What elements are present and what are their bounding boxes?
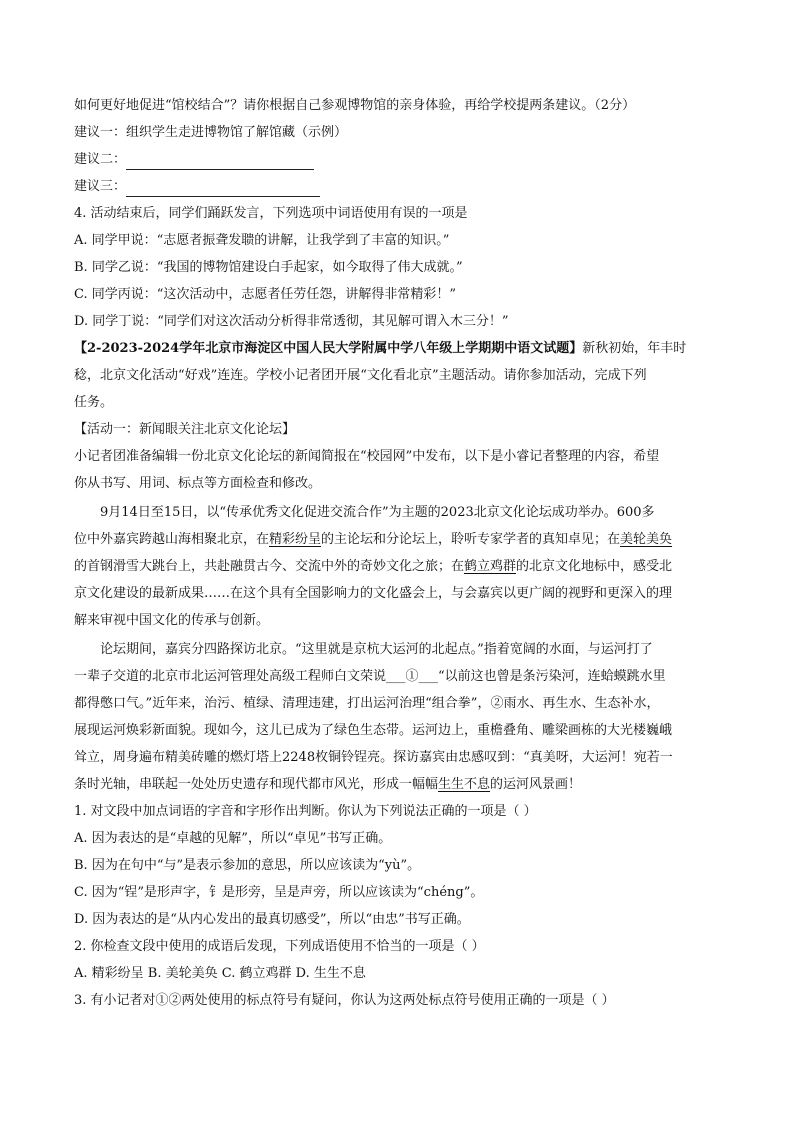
suggestion-2-label: 建议二：	[74, 152, 127, 167]
activity-1-desc-line2: 你从书写、用词、标点等方面检查和修改。	[74, 476, 322, 491]
question-4: 4. 活动结束后，同学们踊跃发言，下列选项中词语使用有误的一项是	[74, 206, 468, 221]
para2-line2-part-a: 一辈子交道的北京市北运河管理处高级工程师白文荣说	[74, 669, 387, 684]
underlined-idiom-3: 鹤立鸡群	[464, 559, 517, 574]
para2-line3: 都得憋口气。”近年来，治污、植绿、清理违建，打出运河治理“组合拳”，②雨水、再生水、生态补水，	[74, 696, 660, 711]
q1-option-d: D. 因为表达的是“从内心发出的最真切感受”，所以“由忠”书写正确。	[74, 912, 470, 927]
para2-line5: 耸立，周身遍布精美砖雕的燃灯塔上2248枚铜铃锃亮。探访嘉宾由忠感叹到：“真美呀，大运河！宛若一	[74, 750, 673, 765]
suggestion-3	[74, 177, 320, 197]
question-1: 1. 对文段中加点词语的字音和字形作出判断。你认为下列说法正确的一项是（ ）	[74, 804, 537, 819]
suggestion-2	[74, 150, 314, 170]
para1-line5: 解来审视中国文化的传承与创新。	[74, 613, 270, 628]
para1-line3	[74, 557, 672, 577]
para2-line2	[74, 667, 666, 687]
para2-line2-part-b: “以前这也曾是条污染河，连蛤蟆跳水里	[438, 669, 666, 684]
suggestion-1: 建议一：组织学生走进博物馆了解馆藏（示例）	[74, 125, 348, 140]
underlined-idiom-4: 生生不息	[438, 777, 491, 792]
q4-option-a: A. 同学甲说：“志愿者振聋发聩的讲解，让我学到了丰富的知识。”	[74, 233, 450, 248]
para1-line2	[74, 530, 672, 550]
q1-option-c: C. 因为“锃”是形声字，钅是形旁，呈是声旁，所以应该读为“chéng”。	[74, 885, 484, 900]
para2-line6-part-a: 条时光轴，串联起一处处历史遗存和现代都市风光，形成一幅幅	[74, 777, 439, 792]
para1-line2-part-a: 位中外嘉宾跨越山海相聚北京，在	[74, 532, 270, 547]
q1-option-b: B. 因为在句中“与”是表示参加的意思，所以应该读为“yù”。	[74, 858, 421, 873]
para1-line1: 9月14日至15日，以“传承优秀文化促进交流合作”为主题的2023北京文化论坛成功举办。600多	[100, 505, 655, 520]
para2-line1: 论坛期间，嘉宾分四路探访北京。“这里就是京杭大运河的北起点。”指着宽阔的水面，与运河打了	[100, 642, 653, 657]
q4-option-c: C. 同学丙说：“这次活动中，志愿者任劳任怨，讲解得非常精彩！”	[74, 287, 457, 302]
para1-line3-part-b: 的北京文化地标中，感受北	[516, 559, 673, 574]
para1-line2-part-b: 的主论坛和分论坛上，聆听专家学者的真知卓见；在	[321, 532, 621, 547]
activity-1-desc-line1: 小记者团准备编辑一份北京文化论坛的新闻简报在“校园网”中发布，以下是小睿记者整理的内容，希望	[74, 449, 660, 464]
source-title: 【2-2023-2024学年北京市海淀区中国人民大学附属中学八年级上学期期中语文试题】	[74, 341, 583, 356]
suggestion-3-label: 建议三：	[74, 179, 127, 194]
source-intro-line2: 稔，北京文化活动“好戏”连连。学校小记者团开展“文化看北京”主题活动。请你参加活动，完成下列	[74, 368, 647, 383]
underlined-idiom-1: 精彩纷呈	[269, 532, 322, 547]
source-intro-start: 新秋初始，年丰时	[582, 341, 687, 356]
question-intro: 如何更好地促进“馆校结合”？请你根据自己参观博物馆的亲身体验，再给学校提两条建议。（2分）	[74, 98, 636, 113]
question-3: 3. 有小记者对①②两处使用的标点符号有疑问，你认为这两处标点符号使用正确的一项是（ ）	[74, 993, 615, 1008]
punctuation-blank-1: ___①___	[386, 669, 439, 684]
question-2: 2. 你检查文段中使用的成语后发现，下列成语使用不恰当的一项是（ ）	[74, 939, 485, 954]
underlined-idiom-2: 美轮美奂	[620, 532, 673, 547]
para1-line4: 京文化建设的最新成果……在这个具有全国影响力的文化盛会上，与会嘉宾以更广阔的视野和更深入的理	[74, 586, 673, 601]
q2-options: A. 精彩纷呈 B. 美轮美奂 C. 鹤立鸡群 D. 生生不息	[74, 966, 366, 981]
source-intro-line3: 任务。	[74, 395, 114, 410]
q4-option-d: D. 同学丁说：“同学们对这次活动分析得非常透彻，其见解可谓入木三分！”	[74, 314, 509, 329]
q4-option-b: B. 同学乙说：“我国的博物馆建设白手起家，如今取得了伟大成就。”	[74, 260, 463, 275]
source-heading	[74, 339, 686, 359]
answer-blank-3[interactable]	[126, 182, 320, 197]
para2-line6-part-b: 的运河风景画！	[490, 777, 582, 792]
activity-1-heading: 【活动一：新闻眼关注北京文化论坛】	[74, 422, 296, 437]
q1-option-a: A. 因为表达的是“卓越的见解”，所以“卓见”书写正确。	[74, 831, 392, 846]
answer-blank-2[interactable]	[126, 155, 314, 170]
para2-line6	[74, 775, 581, 795]
para2-line4: 展现运河焕彩新面貌。现如今，这儿已成为了绿色生态带。运河边上，重檐叠角、雕梁画栋的大光楼巍峨	[74, 723, 673, 738]
para1-line3-part-a: 的首钢滑雪大跳台上，共赴融贯古今、交流中外的奇妙文化之旅；在	[74, 559, 465, 574]
